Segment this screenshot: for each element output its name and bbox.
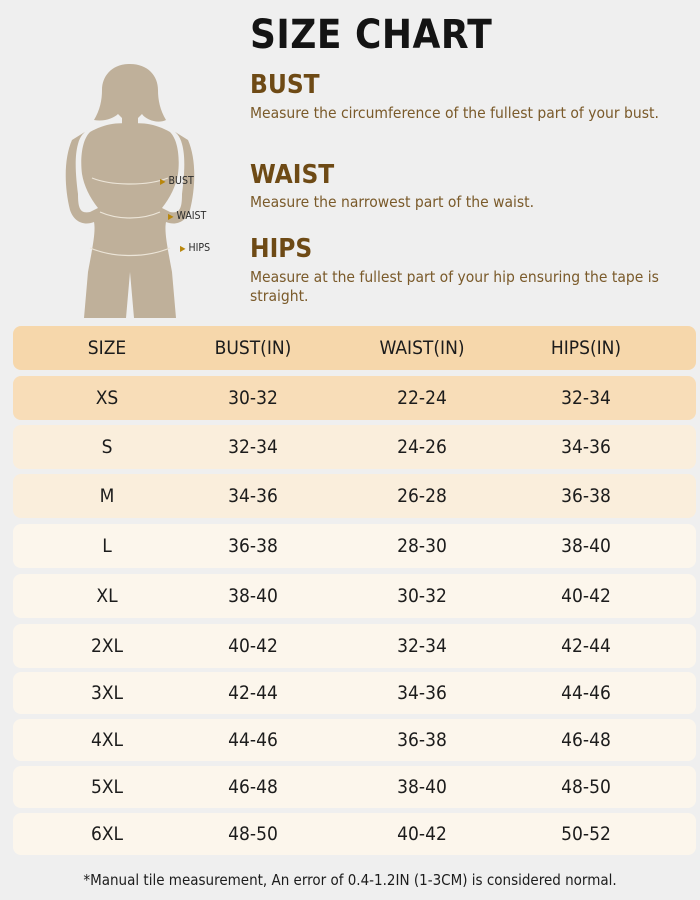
- waist-cell: 40-42: [397, 823, 447, 845]
- table-row: [13, 474, 696, 518]
- section-text-waist: Measure the narrowest part of the waist.: [250, 193, 535, 211]
- bust-cell: 48-50: [228, 823, 278, 845]
- section-heading-waist: WAIST: [250, 160, 335, 190]
- waist-cell: 30-32: [397, 585, 447, 607]
- body-figure: [30, 62, 230, 318]
- waist-cell: 24-26: [397, 436, 447, 458]
- size-cell: M: [99, 485, 115, 507]
- waist-cell: 32-34: [397, 635, 447, 657]
- waist-cell: 28-30: [397, 535, 447, 557]
- waist-cell: 26-28: [397, 485, 447, 507]
- hips-cell: 46-48: [561, 729, 611, 751]
- bust-cell: 44-46: [228, 729, 278, 751]
- table-row: [13, 524, 696, 568]
- waist-cell: 36-38: [397, 729, 447, 751]
- table-row: [13, 672, 696, 714]
- waist-cell: 34-36: [397, 682, 447, 704]
- table-row: [13, 574, 696, 618]
- waist-cell: 22-24: [397, 387, 447, 409]
- size-cell: 6XL: [90, 823, 124, 845]
- section-text-bust: Measure the circumference of the fullest part of your bust.: [250, 104, 659, 122]
- figure-label-hips: ▶ HIPS: [180, 242, 211, 254]
- bust-cell: 32-34: [228, 436, 278, 458]
- waist-cell: 38-40: [397, 776, 447, 798]
- footnote: *Manual tile measurement, An error of 0.4-1.2IN (1-3CM) is considered normal.: [83, 871, 617, 889]
- table-row: [13, 425, 696, 469]
- figure-label-bust: ▶ BUST: [160, 175, 194, 187]
- hips-cell: 50-52: [561, 823, 611, 845]
- hips-cell: 38-40: [561, 535, 611, 557]
- table-row: [13, 624, 696, 668]
- figure-label-waist: ▶ WAIST: [168, 210, 207, 222]
- column-header: WAIST(IN): [379, 337, 465, 359]
- bust-cell: 40-42: [228, 635, 278, 657]
- arrow-right-icon: ▶: [168, 212, 174, 221]
- hips-cell: 40-42: [561, 585, 611, 607]
- size-cell: S: [101, 436, 113, 458]
- size-cell: 5XL: [90, 776, 124, 798]
- bust-cell: 42-44: [228, 682, 278, 704]
- size-cell: XS: [95, 387, 119, 409]
- section-heading-bust: BUST: [250, 70, 320, 100]
- table-row: [13, 376, 696, 420]
- section-heading-hips: HIPS: [250, 234, 313, 264]
- column-header: BUST(IN): [214, 337, 292, 359]
- size-cell: 2XL: [90, 635, 124, 657]
- page-title: SIZE CHART: [250, 12, 493, 58]
- column-header: HIPS(IN): [550, 337, 622, 359]
- table-row: [13, 813, 696, 855]
- size-cell: 3XL: [90, 682, 124, 704]
- section-text-hips: Measure at the fullest part of your hip ensuring the tape is straight.: [250, 268, 659, 305]
- hips-cell: 48-50: [561, 776, 611, 798]
- bust-cell: 30-32: [228, 387, 278, 409]
- arrow-right-icon: ▶: [180, 244, 186, 253]
- hips-cell: 32-34: [561, 387, 611, 409]
- bust-cell: 46-48: [228, 776, 278, 798]
- bust-cell: 36-38: [228, 535, 278, 557]
- arrow-right-icon: ▶: [160, 177, 166, 186]
- size-cell: XL: [96, 585, 118, 607]
- column-header: SIZE: [87, 337, 127, 359]
- bust-cell: 38-40: [228, 585, 278, 607]
- size-cell: 4XL: [90, 729, 124, 751]
- hips-cell: 44-46: [561, 682, 611, 704]
- hips-cell: 42-44: [561, 635, 611, 657]
- table-row: [13, 719, 696, 761]
- size-cell: L: [102, 535, 112, 557]
- hips-cell: 36-38: [561, 485, 611, 507]
- table-row: [13, 766, 696, 808]
- table-header-row: [13, 326, 696, 370]
- hips-cell: 34-36: [561, 436, 611, 458]
- body-silhouette-icon: [30, 62, 230, 318]
- bust-cell: 34-36: [228, 485, 278, 507]
